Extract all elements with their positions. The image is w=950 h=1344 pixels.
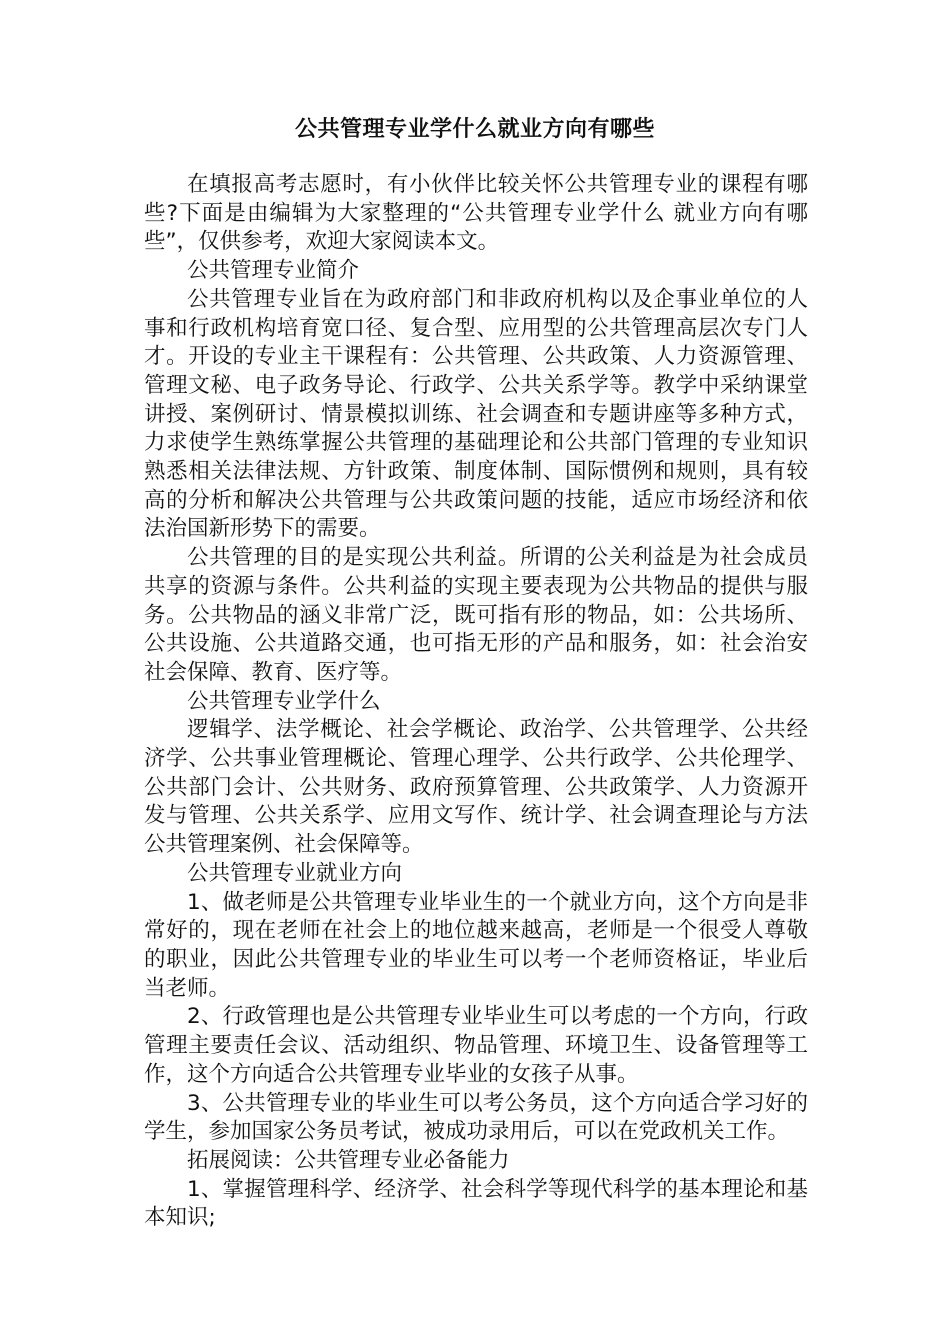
paragraph-intro: 在填报高考志愿时，有小伙伴比较关怀公共管理专业的课程有哪些?下面是由编辑为大家整理的“公共管理专业学什么 就业方向有哪些”，仅供参考，欢迎大家阅读本文。: [144, 172, 808, 255]
paragraph-overview: 公共管理专业旨在为政府部门和非政府机构以及企事业单位的人事和行政机构培育宽口径、复合型、应用型的公共管理高层次专门人才。开设的专业主干课程有：公共管理、公共政策、人力资源管理、管理文秘、电子政务导论、行政学、公共关系学等。教学中采纳课堂讲授、案例研讨、情景模拟训练、社会调查和专题讲座等多种方式，力求使学生熟练掌握公共管理的基础理论和公共部门管理的专业知识熟悉相关法律法规、方针政策、制度体制、国际惯例和规则，具有较高的分析和解决公共管理与公共政策问题的技能，适应市场经济和依法治国新形势下的需要。: [144, 286, 808, 542]
paragraph-career-teacher: 1、做老师是公共管理专业毕业生的一个就业方向，这个方向是非常好的，现在老师在社会上的地位越来越高，老师是一个很受人尊敬的职业，因此公共管理专业的毕业生可以考一个老师资格证，毕业后当老师。: [144, 889, 808, 1001]
paragraph-career-admin: 2、行政管理也是公共管理专业毕业生可以考虑的一个方向，行政管理主要责任会议、活动组织、物品管理、环境卫生、设备管理等工作，这个方向适合公共管理专业毕业的女孩子从事。: [144, 1004, 808, 1087]
section-heading-overview: 公共管理专业简介: [187, 258, 360, 284]
section-heading-courses: 公共管理专业学什么: [187, 688, 381, 714]
document-body: [144, 171, 808, 1233]
paragraph-ability-1: 1、掌握管理科学、经济学、社会科学等现代科学的基本理论和基本知识;: [144, 1176, 808, 1231]
paragraph-public-interest: 公共管理的目的是实现公共利益。所谓的公关利益是为社会成员共享的资源与条件。公共利益的实现主要表现为公共物品的提供与服务。公共物品的涵义非常广泛，既可指有形的物品，如：公共场所、公共设施、公共道路交通，也可指无形的产品和服务，如：社会治安社会保障、教育、医疗等。: [144, 545, 808, 685]
document-title: 公共管理专业学什么就业方向有哪些: [294, 117, 655, 142]
paragraph-career-civil-servant: 3、公共管理专业的毕业生可以考公务员，这个方向适合学习好的学生，参加国家公务员考试，被成功录用后，可以在党政机关工作。: [144, 1090, 808, 1145]
paragraph-courses: 逻辑学、法学概论、社会学概论、政治学、公共管理学、公共经济学、公共事业管理概论、管理心理学、公共行政学、公共伦理学、公共部门会计、公共财务、政府预算管理、公共政策学、人力资源开发与管理、公共关系学、应用文写作、统计学、社会调查理论与方法公共管理案例、社会保障等。: [144, 717, 808, 858]
section-heading-careers: 公共管理专业就业方向: [187, 860, 403, 886]
section-heading-extended-reading: 拓展阅读：公共管理专业必备能力: [187, 1147, 510, 1173]
